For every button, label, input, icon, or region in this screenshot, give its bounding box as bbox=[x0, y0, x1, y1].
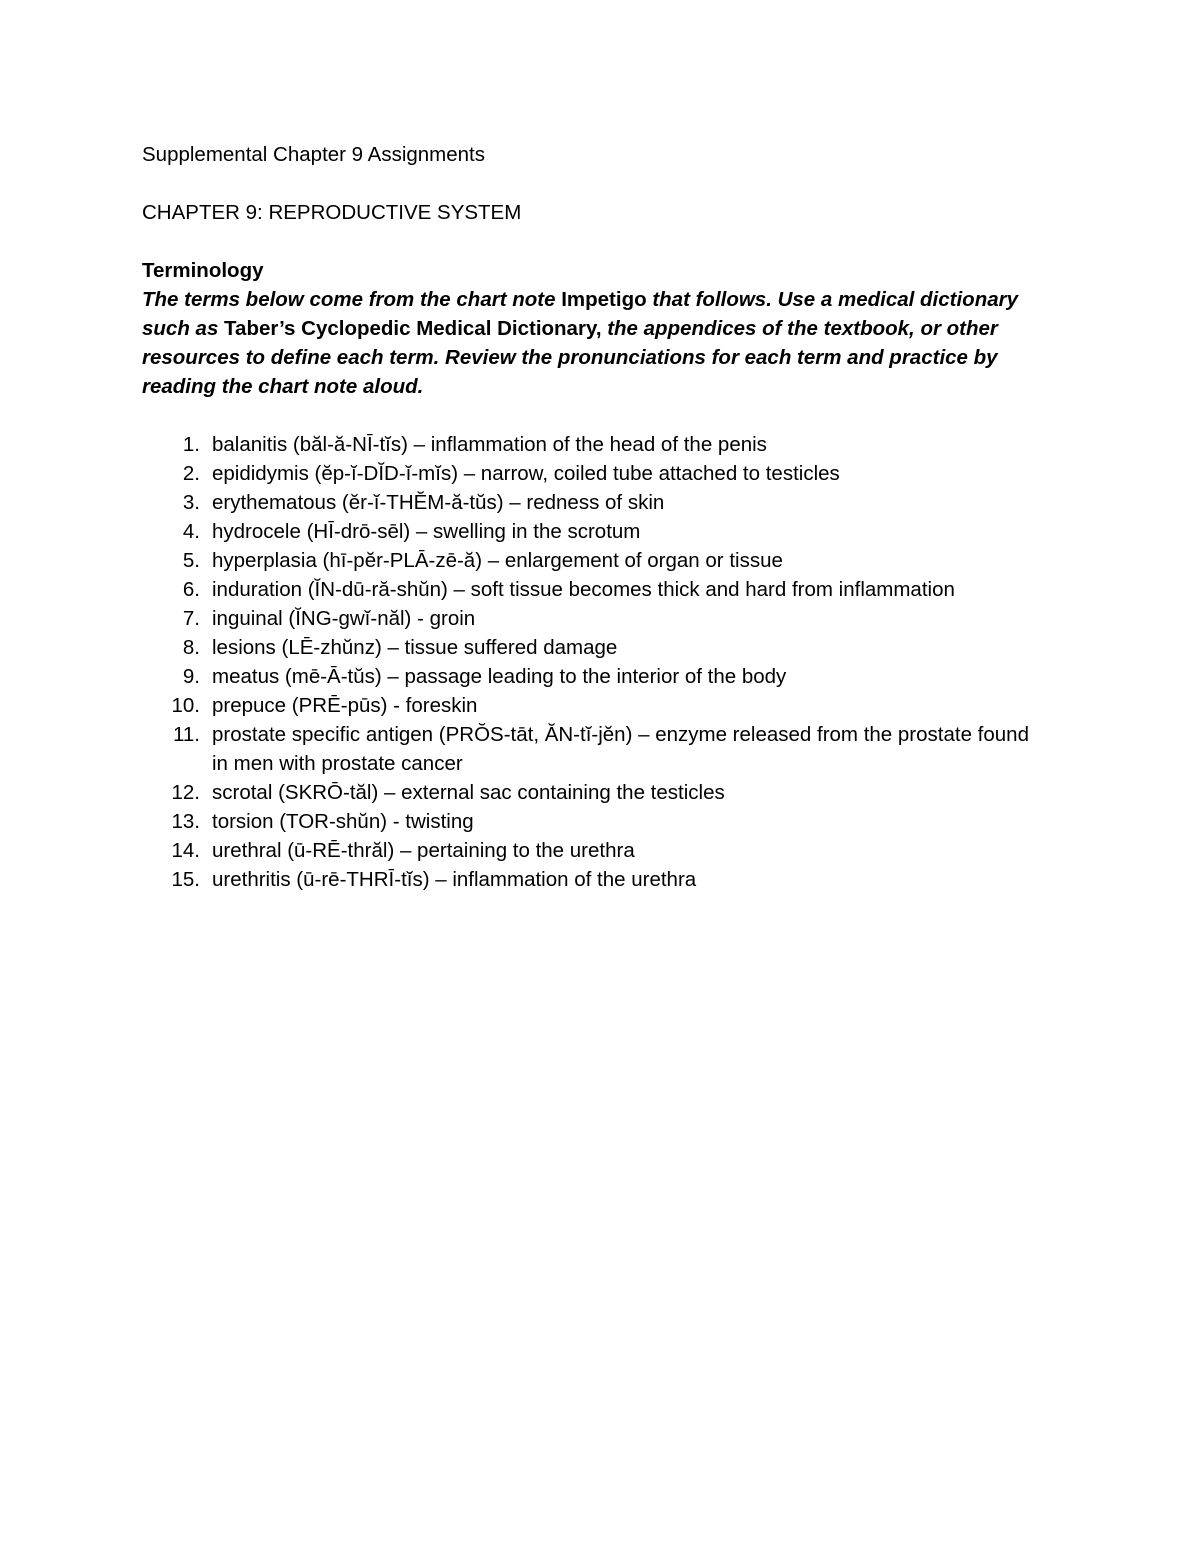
term-item bbox=[142, 691, 1042, 720]
dictionary-name: Taber’s Cyclopedic Medical Dictionary, bbox=[224, 317, 602, 340]
document-page bbox=[142, 140, 1042, 894]
term-number: 4. bbox=[182, 520, 200, 543]
term-number: 11. bbox=[173, 723, 200, 746]
instructions-text: the appendices of the textbook, or other resources to define each term. Review the pronunciations for each term and practice by reading the chart note aloud. bbox=[142, 317, 998, 398]
instructions-paragraph bbox=[142, 285, 1042, 401]
term-text: inguinal (ĬNG-gwĭ-năl) - groin bbox=[212, 607, 476, 630]
term-number: 3. bbox=[182, 491, 200, 514]
terminology-list bbox=[142, 430, 1042, 894]
term-number: 2. bbox=[182, 462, 200, 485]
term-number: 15. bbox=[171, 868, 200, 891]
term-item bbox=[142, 575, 1042, 604]
spacer bbox=[142, 227, 1042, 256]
term-number: 9. bbox=[182, 665, 200, 688]
term-number: 7. bbox=[182, 607, 200, 630]
term-text: scrotal (SKRŌ-tăl) – external sac containing the testicles bbox=[212, 781, 725, 804]
term-item bbox=[142, 430, 1042, 459]
term-text: urethritis (ū-rē-THRĪ-tĭs) – inflammation of the urethra bbox=[212, 868, 697, 891]
instructions-text: that follows. Use a medical dictionary such as bbox=[142, 288, 1018, 340]
instructions-text: The terms below come from the chart note bbox=[142, 288, 562, 311]
term-item bbox=[142, 778, 1042, 807]
term-number: 1. bbox=[182, 433, 200, 456]
term-item bbox=[142, 662, 1042, 691]
term-text: meatus (mē-Ā-tŭs) – passage leading to the interior of the body bbox=[212, 665, 787, 688]
term-text: hydrocele (HĪ-drō-sēl) – swelling in the scrotum bbox=[212, 520, 641, 543]
chapter-heading: CHAPTER 9: REPRODUCTIVE SYSTEM bbox=[142, 201, 522, 224]
term-item bbox=[142, 836, 1042, 865]
term-item bbox=[142, 488, 1042, 517]
spacer bbox=[142, 401, 1042, 430]
term-text: induration (ĬN-dū-ră-shŭn) – soft tissue becomes thick and hard from inflammation bbox=[212, 578, 955, 601]
chart-note-name: Impetigo bbox=[561, 288, 647, 311]
term-text: prostate specific antigen (PRŎS-tāt, ĂN-tĭ-jĕn) – enzyme released from the prostate found in men with prostate cancer bbox=[212, 723, 1029, 775]
term-number: 8. bbox=[182, 636, 200, 659]
term-text: lesions (LĒ-zhŭnz) – tissue suffered damage bbox=[212, 636, 618, 659]
term-text: urethral (ū-RĒ-thrăl) – pertaining to the urethra bbox=[212, 839, 635, 862]
term-number: 10. bbox=[171, 694, 200, 717]
term-item bbox=[142, 604, 1042, 633]
term-number: 13. bbox=[171, 810, 200, 833]
term-item bbox=[142, 865, 1042, 894]
term-text: balanitis (băl-ă-NĪ-tĭs) – inflammation of the head of the penis bbox=[212, 433, 767, 456]
term-item bbox=[142, 807, 1042, 836]
term-text: torsion (TOR-shŭn) - twisting bbox=[212, 810, 474, 833]
term-item bbox=[142, 517, 1042, 546]
term-item bbox=[142, 459, 1042, 488]
term-item bbox=[142, 546, 1042, 575]
term-item bbox=[142, 720, 1042, 778]
section-title: Terminology bbox=[142, 259, 264, 282]
spacer bbox=[142, 169, 1042, 198]
term-number: 6. bbox=[182, 578, 200, 601]
term-number: 12. bbox=[171, 781, 200, 804]
term-text: prepuce (PRĒ-pūs) - foreskin bbox=[212, 694, 478, 717]
term-item bbox=[142, 633, 1042, 662]
term-number: 5. bbox=[182, 549, 200, 572]
term-number: 14. bbox=[171, 839, 200, 862]
term-text: epididymis (ĕp-ĭ-DĬD-ĭ-mĭs) – narrow, coiled tube attached to testicles bbox=[212, 462, 840, 485]
term-text: erythematous (ĕr-ĭ-THĔM-ă-tŭs) – redness of skin bbox=[212, 491, 665, 514]
term-text: hyperplasia (hī-pĕr-PLĀ-zē-ă) – enlargement of organ or tissue bbox=[212, 549, 783, 572]
document-title: Supplemental Chapter 9 Assignments bbox=[142, 143, 486, 166]
